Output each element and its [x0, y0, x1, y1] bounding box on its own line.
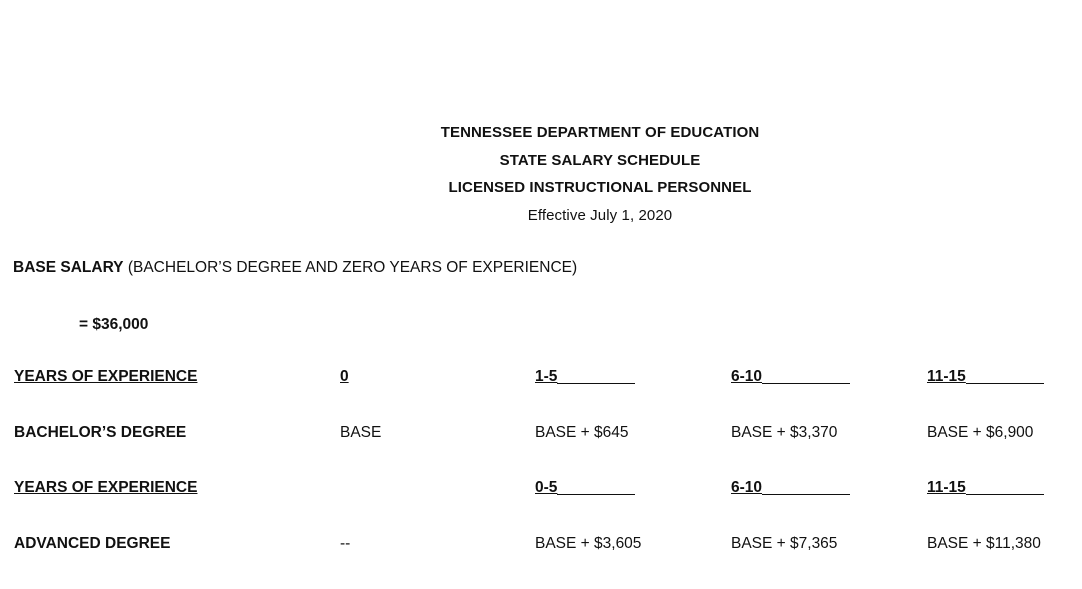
advanced-experience-row	[0, 479, 1082, 501]
bachelors-degree-row	[0, 424, 1082, 446]
range-1-5	[535, 368, 635, 386]
advanced-value-11-15: BASE + $11,380	[927, 535, 1041, 552]
bachelors-value-1-5: BASE + $645	[535, 424, 629, 441]
range-11-15-text: 11-15	[927, 479, 966, 496]
range-6-10	[731, 479, 850, 497]
department-title: TENNESSEE DEPARTMENT OF EDUCATION	[440, 124, 760, 141]
advanced-degree-row	[0, 535, 1082, 557]
range-11-15-underline	[966, 493, 1044, 495]
experience-label: YEARS OF EXPERIENCE	[14, 368, 198, 385]
base-salary-amount: = $36,000	[79, 316, 149, 333]
experience-label: YEARS OF EXPERIENCE	[14, 479, 198, 496]
advanced-degree-label: ADVANCED DEGREE	[14, 535, 171, 552]
range-6-10-underline	[762, 493, 850, 495]
personnel-title: LICENSED INSTRUCTIONAL PERSONNEL	[448, 179, 752, 196]
bachelors-value-11-15: BASE + $6,900	[927, 424, 1034, 441]
base-salary-label: BASE SALARY	[13, 259, 124, 276]
range-6-10-text: 6-10	[731, 368, 763, 385]
advanced-value-6-10: BASE + $7,365	[731, 535, 838, 552]
range-0: 0	[340, 368, 349, 385]
range-0-5-underline	[557, 493, 635, 495]
advanced-value-0: --	[340, 535, 351, 552]
range-11-15-text: 11-15	[927, 368, 966, 385]
bachelors-value-6-10: BASE + $3,370	[731, 424, 838, 441]
bachelors-degree-label: BACHELOR’S DEGREE	[14, 424, 187, 441]
range-1-5-text: 1-5	[535, 368, 558, 385]
document-header	[0, 119, 1082, 229]
schedule-title: STATE SALARY SCHEDULE	[499, 151, 701, 169]
bachelors-experience-row	[0, 368, 1082, 390]
range-6-10	[731, 368, 850, 386]
range-11-15-underline	[966, 382, 1044, 384]
bachelors-value-0: BASE	[340, 424, 382, 441]
range-11-15	[927, 479, 1044, 497]
effective-date: Effective July 1, 2020	[527, 206, 673, 224]
range-6-10-underline	[762, 382, 850, 384]
range-0-5-text: 0-5	[535, 479, 558, 496]
range-11-15	[927, 368, 1044, 386]
range-6-10-text: 6-10	[731, 479, 763, 496]
base-salary-description: (BACHELOR’S DEGREE AND ZERO YEARS OF EXPERIENCE)	[123, 259, 578, 276]
base-salary-line	[13, 259, 577, 277]
range-0-5	[535, 479, 635, 497]
range-1-5-underline	[557, 382, 635, 384]
advanced-value-0-5: BASE + $3,605	[535, 535, 642, 552]
